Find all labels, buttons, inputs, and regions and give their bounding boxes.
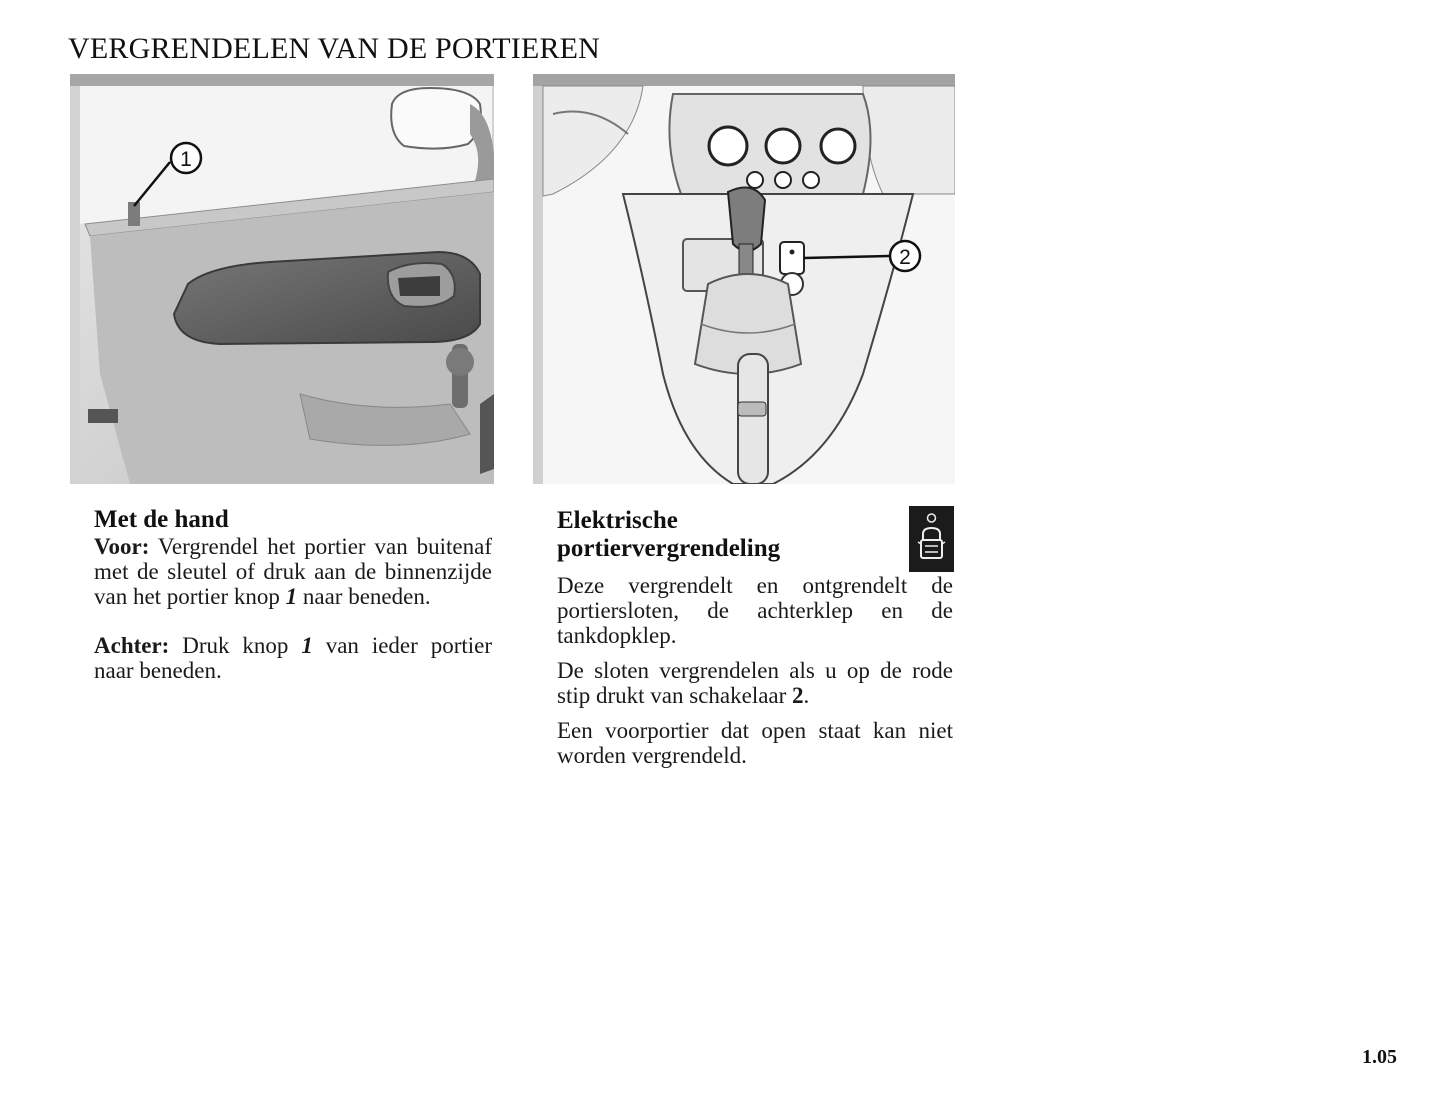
manual-heading: Met de hand xyxy=(94,506,229,533)
front-text: Vergrendel het portier van buitenaf met de sleutel of druk aan de binnenzijde van het portier knop xyxy=(94,534,492,609)
knob-number: 1 xyxy=(301,633,313,658)
rear-label: Achter: xyxy=(94,633,170,658)
switch-number: 2 xyxy=(792,683,804,708)
page-title: VERGRENDELEN VAN DE PORTIEREN xyxy=(68,32,601,65)
front-paragraph xyxy=(94,534,492,609)
manual-locking-section xyxy=(94,506,492,683)
door-illustration xyxy=(70,74,494,484)
callout-2: 2 xyxy=(899,246,911,269)
rear-text-end: van ieder portier naar beneden. xyxy=(94,633,492,683)
rear-paragraph xyxy=(94,633,492,683)
knob-number: 1 xyxy=(285,584,298,609)
front-label: Voor: xyxy=(94,534,150,559)
page-number: 1.05 xyxy=(1362,1046,1397,1068)
electric-para-2-text: De sloten vergrendelen als u op de rode stip drukt van schakelaar xyxy=(557,658,953,708)
door-lock-icon xyxy=(909,506,954,572)
callout-1: 1 xyxy=(180,148,192,171)
electric-para-2-end: . xyxy=(803,683,810,708)
electric-locking-section xyxy=(557,507,953,768)
electric-para-1: Deze vergrendelt en ontgrendelt de portiersloten, de achterklep en de tankdopklep. xyxy=(557,573,953,648)
electric-heading: Elektrische portiervergrendeling xyxy=(557,507,781,562)
electric-para-3: Een voorportier dat open staat kan niet worden vergrendeld. xyxy=(557,718,953,768)
rear-text: Druk knop xyxy=(169,633,302,658)
console-illustration xyxy=(533,74,955,484)
electric-para-2 xyxy=(557,658,953,708)
front-text-end: naar beneden. xyxy=(297,584,431,609)
